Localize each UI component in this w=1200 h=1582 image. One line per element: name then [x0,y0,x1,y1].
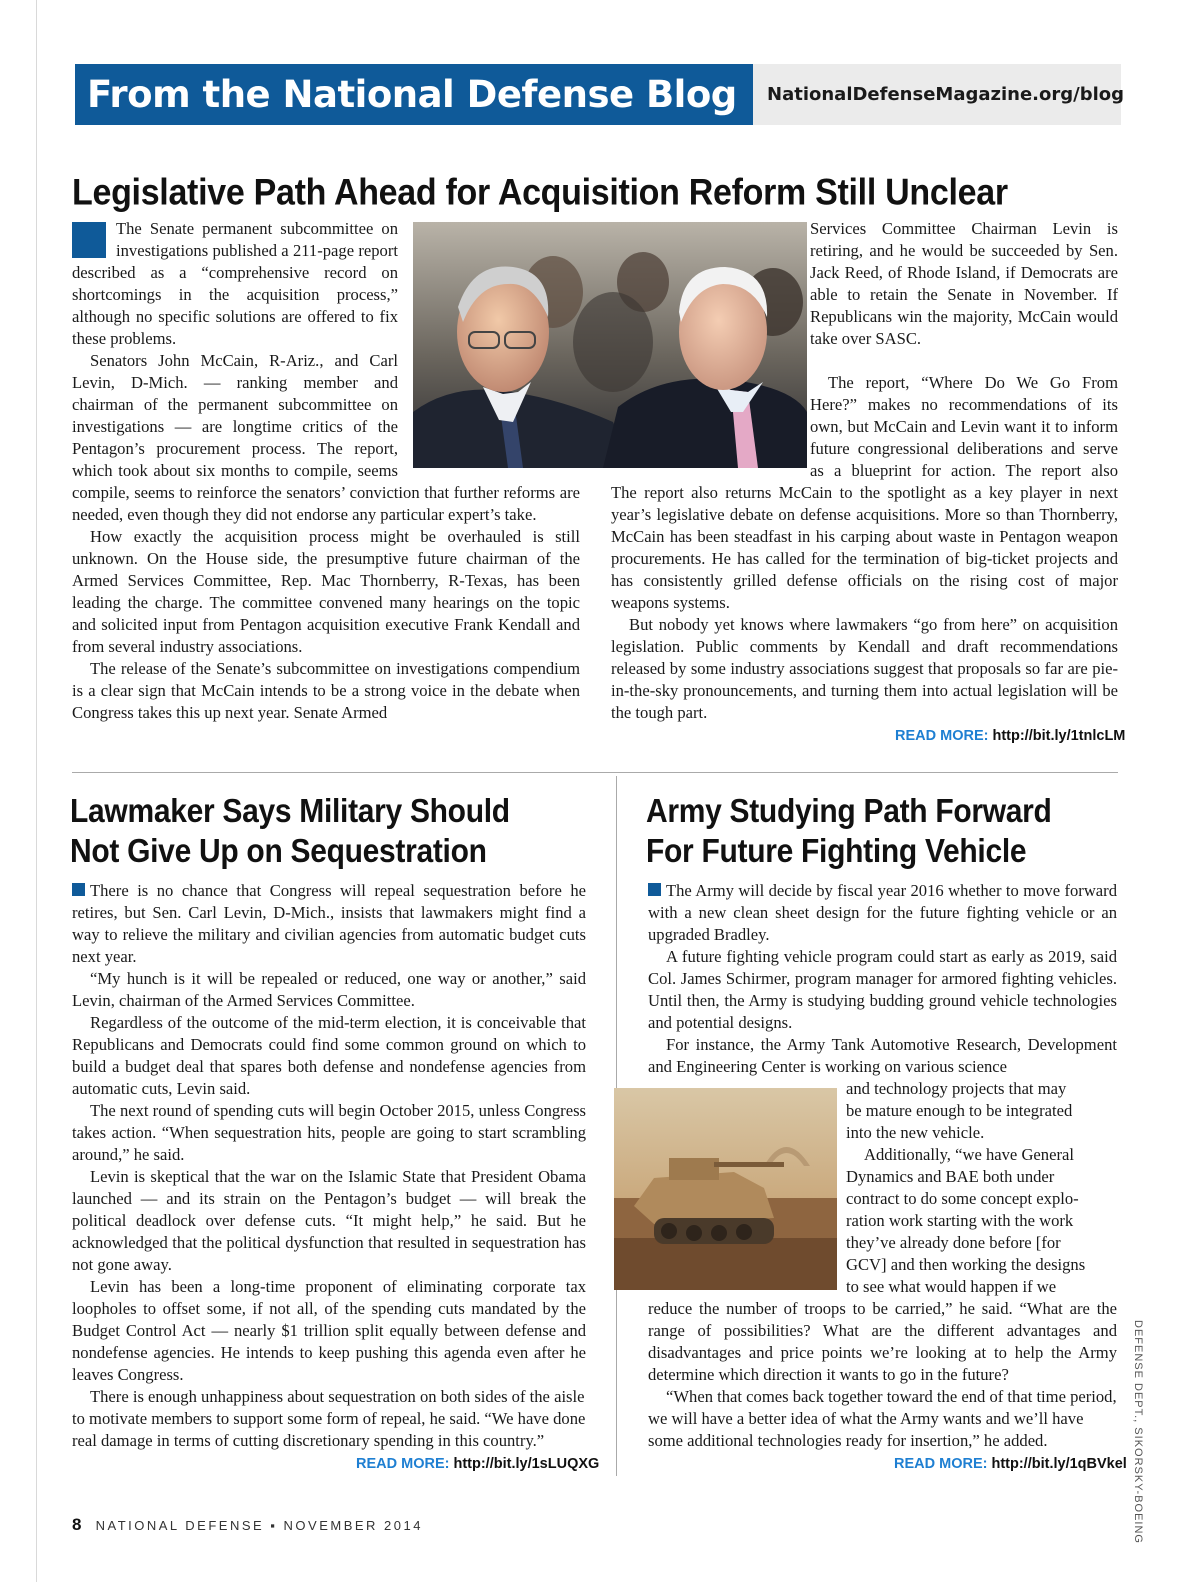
article2-paragraph: “My hunch is it will be repealed or reduced, one way or another,” said Levin, chairman of the Armed Services Committee. [72,969,586,1010]
article1-paragraph-continued: The report also returns McCain to the spotlight as a key player in next year’s legislative debate on defense acquisitions. More so than Thornberry, McCain has been steadfast in his carping about waste in Pentagon weapon procurements. He has called for the termination of big-ticket projects and has consistently grilled defense officials on the rising cost of major weapons systems. [611,483,1118,612]
article1-paragraph: The report, “Where Do We Go From Here?” makes no recommendations of its own, but McCain and Levin want it to inform future congressional deliberations and serve as a blueprint for action. The report also [810,373,1118,480]
article2-read-more[interactable] [356,1456,599,1472]
article3-body-bottom [648,1298,1117,1452]
article1-paragraph-continued: compile, seems to reinforce the senators’ conviction that further reforms are needed, even though they did not endorse any particular expert’s take. [72,483,580,524]
senators-photo-graphic [413,222,807,468]
article1-col-right-bottom [611,482,1118,724]
article2-paragraph: Levin has been a long-time proponent of eliminating corporate tax loopholes to offset some, if not all, of the spending cuts mandated by the Budget Control Act — nearly $1 trillion split equally between defense and nondefense agencies. He intends to keep pushing this agenda even after he leaves Congress. [72,1277,586,1384]
article1-read-more[interactable] [895,728,1125,744]
article-start-square [648,883,661,896]
article1-paragraph: Services Committee Chairman Levin is retiring, and he would be succeeded by Sen. Jack Reed, of Rhode Island, if Democrats are able to retain the Senate in November. If Republicans win the majority, McCain would take over SASC. [810,219,1118,348]
article3-wrap-line: GCV] and then working the designs [846,1255,1086,1274]
article1-col-left-mid [72,350,398,482]
page-number: 8 [72,1515,82,1534]
article3-wrap-line: they’ve already done before [for [846,1233,1061,1252]
read-more-label: READ MORE: [894,1456,988,1472]
article3-paragraph: reduce the number of troops to be carried,” he said. “What are the range of possibilities? What are the different advantages and disadvantages and price points we’re looking at to help the Army determine which direction it wants to go in the future? [648,1299,1117,1384]
article3-paragraph: “When that comes back together toward the end of that time period, we will have a better idea of what the Army wants and we’ll have some additional technologies ready for insertion,” he added. [648,1387,1117,1450]
article3-body-top [648,880,1117,1078]
fighting-vehicle-photo [614,1088,837,1290]
article2-paragraph: The next round of spending cuts will begin October 2015, unless Congress takes action. “When sequestration hits, people are going to start scrambling around,” he said. [72,1101,586,1164]
article-start-square [72,883,85,896]
issue-date: NOVEMBER 2014 [283,1518,423,1533]
fighting-vehicle-photo-graphic [614,1088,837,1290]
read-more-label: READ MORE: [356,1456,450,1472]
article3-wrap-line: Additionally, “we have General [864,1145,1074,1164]
senators-photo [413,222,807,468]
page-margin-rule [36,0,37,1582]
article3-read-more[interactable] [894,1456,1127,1472]
article2-body [72,880,586,1452]
article1-paragraph: Senators John McCain, R-Ariz., and Carl Levin, D-Mich. — ranking member and chairman of the permanent subcommittee on investigations — are longtime critics of the Pentagon’s procurement process. The report, which took about six months to compile, seems [72,351,398,480]
article3-wrap-line: be mature enough to be integrated [846,1101,1073,1120]
article1-paragraph: The release of the Senate’s subcommittee on investigations compendium is a clear sign that McCain intends to be a strong voice in the debate when Congress takes this up next year. Senate Armed [72,659,580,722]
article1-paragraph: But nobody yet knows where lawmakers “go from here” on acquisition legislation. Public comments by Kendall and draft recommendations released by some industry associations suggest that proposals so far are pie-in-the-sky pronouncements, and turning them into actual legislation will be the tough part. [611,615,1118,722]
article3-headline-line1: Army Studying Path Forward [646,793,1052,830]
article3-headline-line2: For Future Fighting Vehicle [646,833,1027,870]
article3-wrap-line: to see what would happen if we [846,1277,1057,1296]
article3-wrap-line: contract to do some concept explo- [846,1189,1079,1208]
article2-headline [70,790,510,870]
article3-paragraph: For instance, the Army Tank Automotive Research, Development and Engineering Center is working on various science [648,1035,1117,1076]
article3-headline [646,790,1052,870]
article3-wrap-line: into the new vehicle. [846,1123,985,1142]
article3-paragraph-1: The Army will decide by fiscal year 2016 whether to move forward with a new clean sheet design for the future fighting vehicle or an upgraded Bradley. [648,881,1117,944]
photo-credit: DEFENSE DEPT., SIKORSKY-BOEING [1132,1320,1144,1544]
article2-paragraph-1: There is no chance that Congress will repeal sequestration before he retires, but Sen. Carl Levin, D-Mich., insists that lawmakers might find a way to relieve the military and civilian agencies from automatic budget cuts next year. [72,881,586,966]
read-more-link[interactable]: http://bit.ly/1tnlcLM [992,728,1126,744]
article2-paragraph: Regardless of the outcome of the mid-term election, it is conceivable that Republicans and Democrats could find some common ground on which to build a budget deal that spares both defense and nondefense agencies from automatic cuts, Levin said. [72,1013,586,1098]
publication-name: NATIONAL DEFENSE [95,1518,265,1533]
read-more-link[interactable]: http://bit.ly/1qBVkel [991,1456,1127,1472]
article2-headline-line2: Not Give Up on Sequestration [70,833,487,870]
article1-col-right-top [810,218,1118,350]
article3-wrap-text [846,1078,1117,1298]
article-start-square [72,222,106,258]
article1-paragraph: The Senate permanent subcommittee on investigations published a 211-page report described as a “comprehensive record on shortcomings in the acquisition process,” although no specific solutions are offered to fix these problems. [72,219,398,348]
blog-masthead [75,64,1125,125]
article2-paragraph: Levin is skeptical that the war on the Islamic State that President Obama launched — and its strain on the Pentagon’s budget — will break the political deadlock over defense cuts. “It might help,” he said. But he acknowledged that the political dysfunction that resulted in sequestration has not gone away. [72,1167,586,1274]
article1-col-right-mid [810,372,1118,482]
article3-wrap-line: ration work starting with the work [846,1211,1074,1230]
page-footer [72,1515,423,1535]
article3-wrap-line: and technology projects that may [846,1079,1067,1098]
footer-separator: ▪ [270,1518,278,1533]
article1-col-left-top [72,218,398,350]
article2-paragraph: There is enough unhappiness about sequestration on both sides of the aisle to motivate members to support some form of repeal, he said. “We have done real damage in terms of cutting discretionary spending in this country.” [72,1387,586,1450]
article3-wrap-line: Dynamics and BAE both under [846,1167,1055,1186]
masthead-url[interactable]: NationalDefenseMagazine.org/blog [767,84,1125,105]
article1-col-left-bottom [72,482,580,724]
article2-headline-line1: Lawmaker Says Military Should [70,793,510,830]
masthead-title: From the National Defense Blog [75,64,753,125]
article1-paragraph: How exactly the acquisition process might be overhauled is still unknown. On the House side, the presumptive future chairman of the Armed Services Committee, Rep. Mac Thornberry, R-Texas, has been leading the charge. The committee convened many hearings on the topic and solicited input from Pentagon acquisition executive Frank Kendall and from several industry associations. [72,527,580,656]
read-more-link[interactable]: http://bit.ly/1sLUQXG [453,1456,600,1472]
article3-paragraph: A future fighting vehicle program could start as early as 2019, said Col. James Schirmer, program manager for armored fighting vehicles. Until then, the Army is studying budding ground vehicle technologies and potential designs. [648,947,1117,1032]
section-divider [72,772,1118,773]
read-more-label: READ MORE: [895,728,989,744]
article1-headline: Legislative Path Ahead for Acquisition Reform Still Unclear [72,171,1008,214]
